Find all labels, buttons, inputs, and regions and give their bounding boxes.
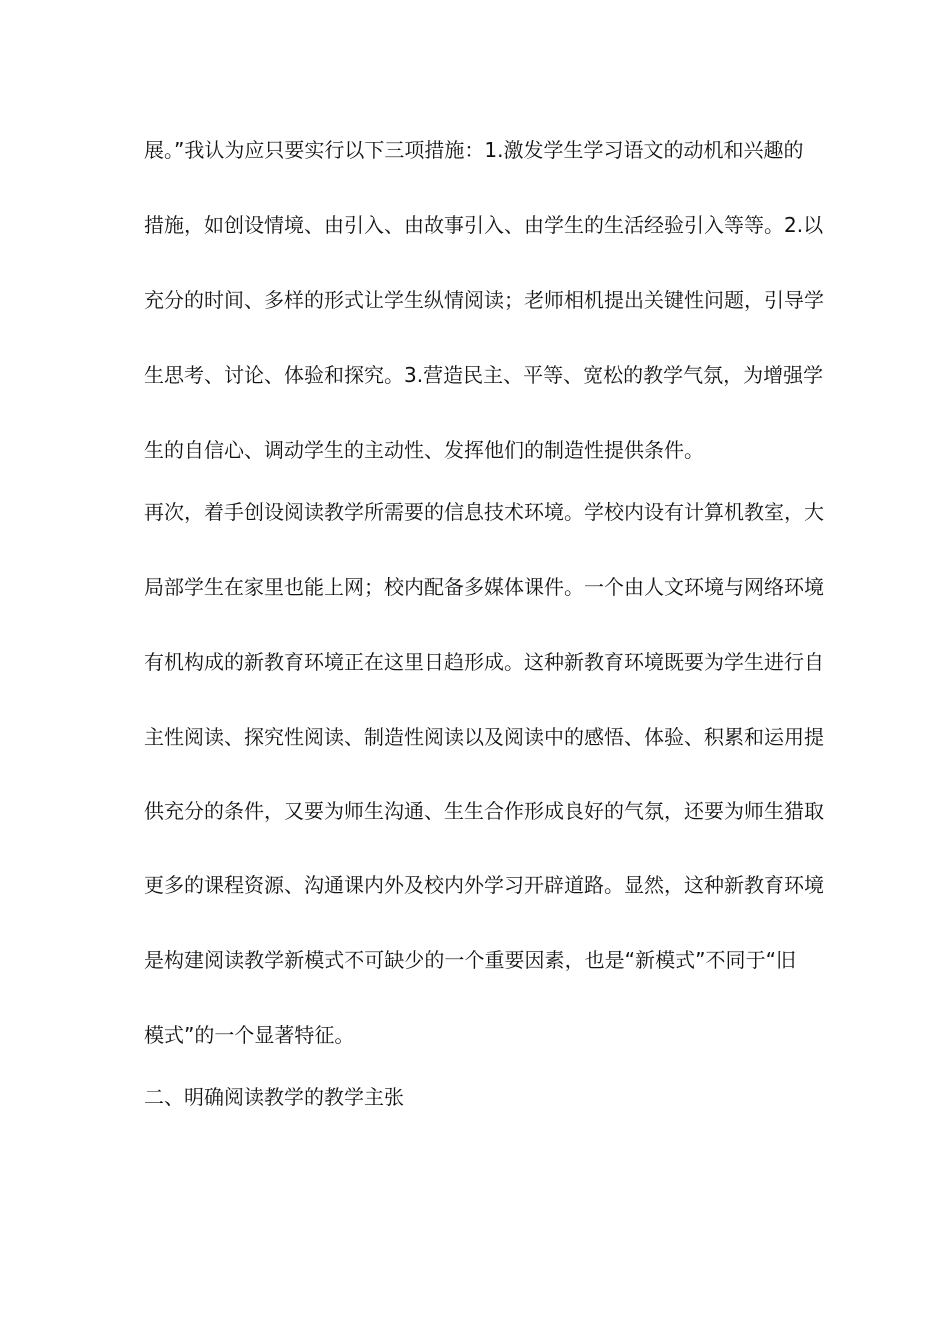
- text-line: 主性阅读、探究性阅读、制造性阅读以及阅读中的感悟、体验、积累和运用提: [144, 725, 824, 749]
- text-line: 充分的时间、多样的形式让学生纵情阅读；老师相机提出关键性问题，引导学: [144, 288, 824, 312]
- text-line: 生的自信心、调动学生的主动性、发挥他们的制造性提供条件。: [144, 438, 704, 462]
- section-heading: 二、明确阅读教学的教学主张: [144, 1085, 404, 1109]
- text-line: 展。”我认为应只要实行以下三项措施：1.激发学生学习语文的动机和兴趣的: [144, 138, 804, 162]
- text-line: 再次，着手创设阅读教学所需要的信息技术环境。学校内设有计算机教室，大: [144, 500, 824, 524]
- text-line: 有机构成的新教育环境正在这里日趋形成。这种新教育环境既要为学生进行自: [144, 650, 824, 674]
- text-line: 局部学生在家里也能上网；校内配备多媒体课件。一个由人文环境与网络环境: [144, 575, 824, 599]
- text-line: 措施，如创设情境、由引入、由故事引入、由学生的生活经验引入等等。2.以: [144, 213, 824, 237]
- text-line: 是构建阅读教学新模式不可缺少的一个重要因素，也是“新模式”不同于“旧: [144, 948, 796, 972]
- text-line: 模式”的一个显著特征。: [144, 1023, 355, 1047]
- text-line: 更多的课程资源、沟通课内外及校内外学习开辟道路。显然，这种新教育环境: [144, 873, 824, 897]
- text-line: 生思考、讨论、体验和探究。3.营造民主、平等、宽松的教学气氛，为增强学: [144, 363, 824, 387]
- text-line: 供充分的条件，又要为师生沟通、生生合作形成良好的气氛，还要为师生猎取: [144, 799, 824, 823]
